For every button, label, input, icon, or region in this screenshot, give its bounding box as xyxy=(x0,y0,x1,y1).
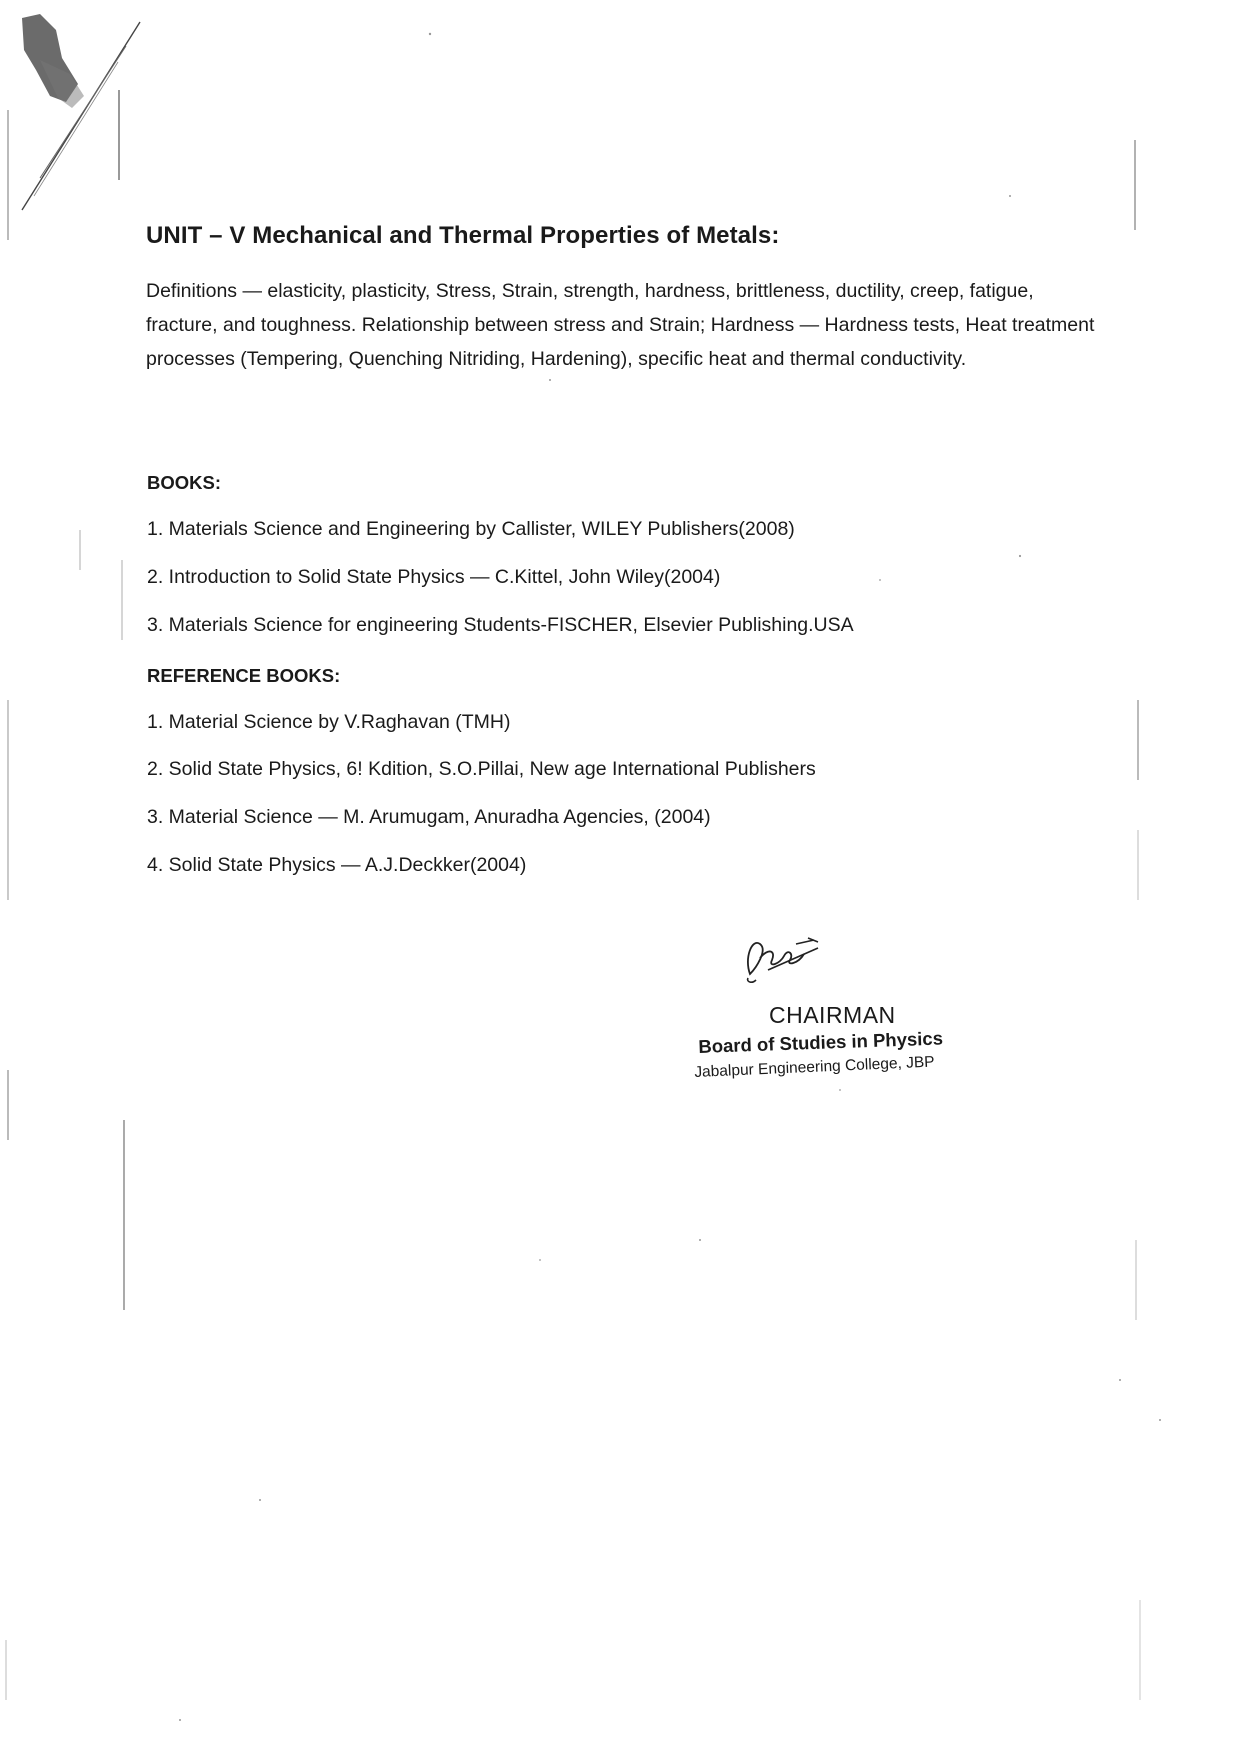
stamp-board: Board of Studies in Physics xyxy=(698,1027,944,1057)
reference-books-heading: REFERENCE BOOKS: xyxy=(147,665,341,686)
book-item-2: 2. Introduction to Solid State Physics — C.Kittel, John Wiley(2004) xyxy=(147,566,721,588)
stamp-chairman: CHAIRMAN xyxy=(769,1002,896,1028)
unit-description: Definitions — elasticity, plasticity, Stress, Strain, strength, hardness, brittleness, ductility, creep, fatigue, fracture, and toughness. Relationship between stress and Strain; Hardness — Hardness tests, Heat treatment processes (Tempering, Quenching Nitriding, Hardening), specific heat and thermal conductivity. xyxy=(146,280,1095,370)
unit-title: UNIT – V Mechanical and Thermal Properties of Metals: xyxy=(146,222,780,249)
reference-book-item-2: 2. Solid State Physics, 6! Kdition, S.O.Pillai, New age International Publishers xyxy=(147,758,816,780)
corner-smudge xyxy=(22,14,78,102)
reference-book-item-4: 4. Solid State Physics — A.J.Deckker(2004) xyxy=(147,854,527,876)
stamp-college: Jabalpur Engineering College, JBP xyxy=(694,1053,935,1081)
signature-icon xyxy=(738,928,828,988)
book-item-1: 1. Materials Science and Engineering by Callister, WILEY Publishers(2008) xyxy=(147,518,795,540)
reference-book-item-3: 3. Material Science — M. Arumugam, Anuradha Agencies, (2004) xyxy=(147,806,711,828)
books-heading: BOOKS: xyxy=(147,472,221,493)
reference-book-item-1: 1. Material Science by V.Raghavan (TMH) xyxy=(147,711,511,733)
book-item-3: 3. Materials Science for engineering Students-FISCHER, Elsevier Publishing.USA xyxy=(147,614,854,636)
